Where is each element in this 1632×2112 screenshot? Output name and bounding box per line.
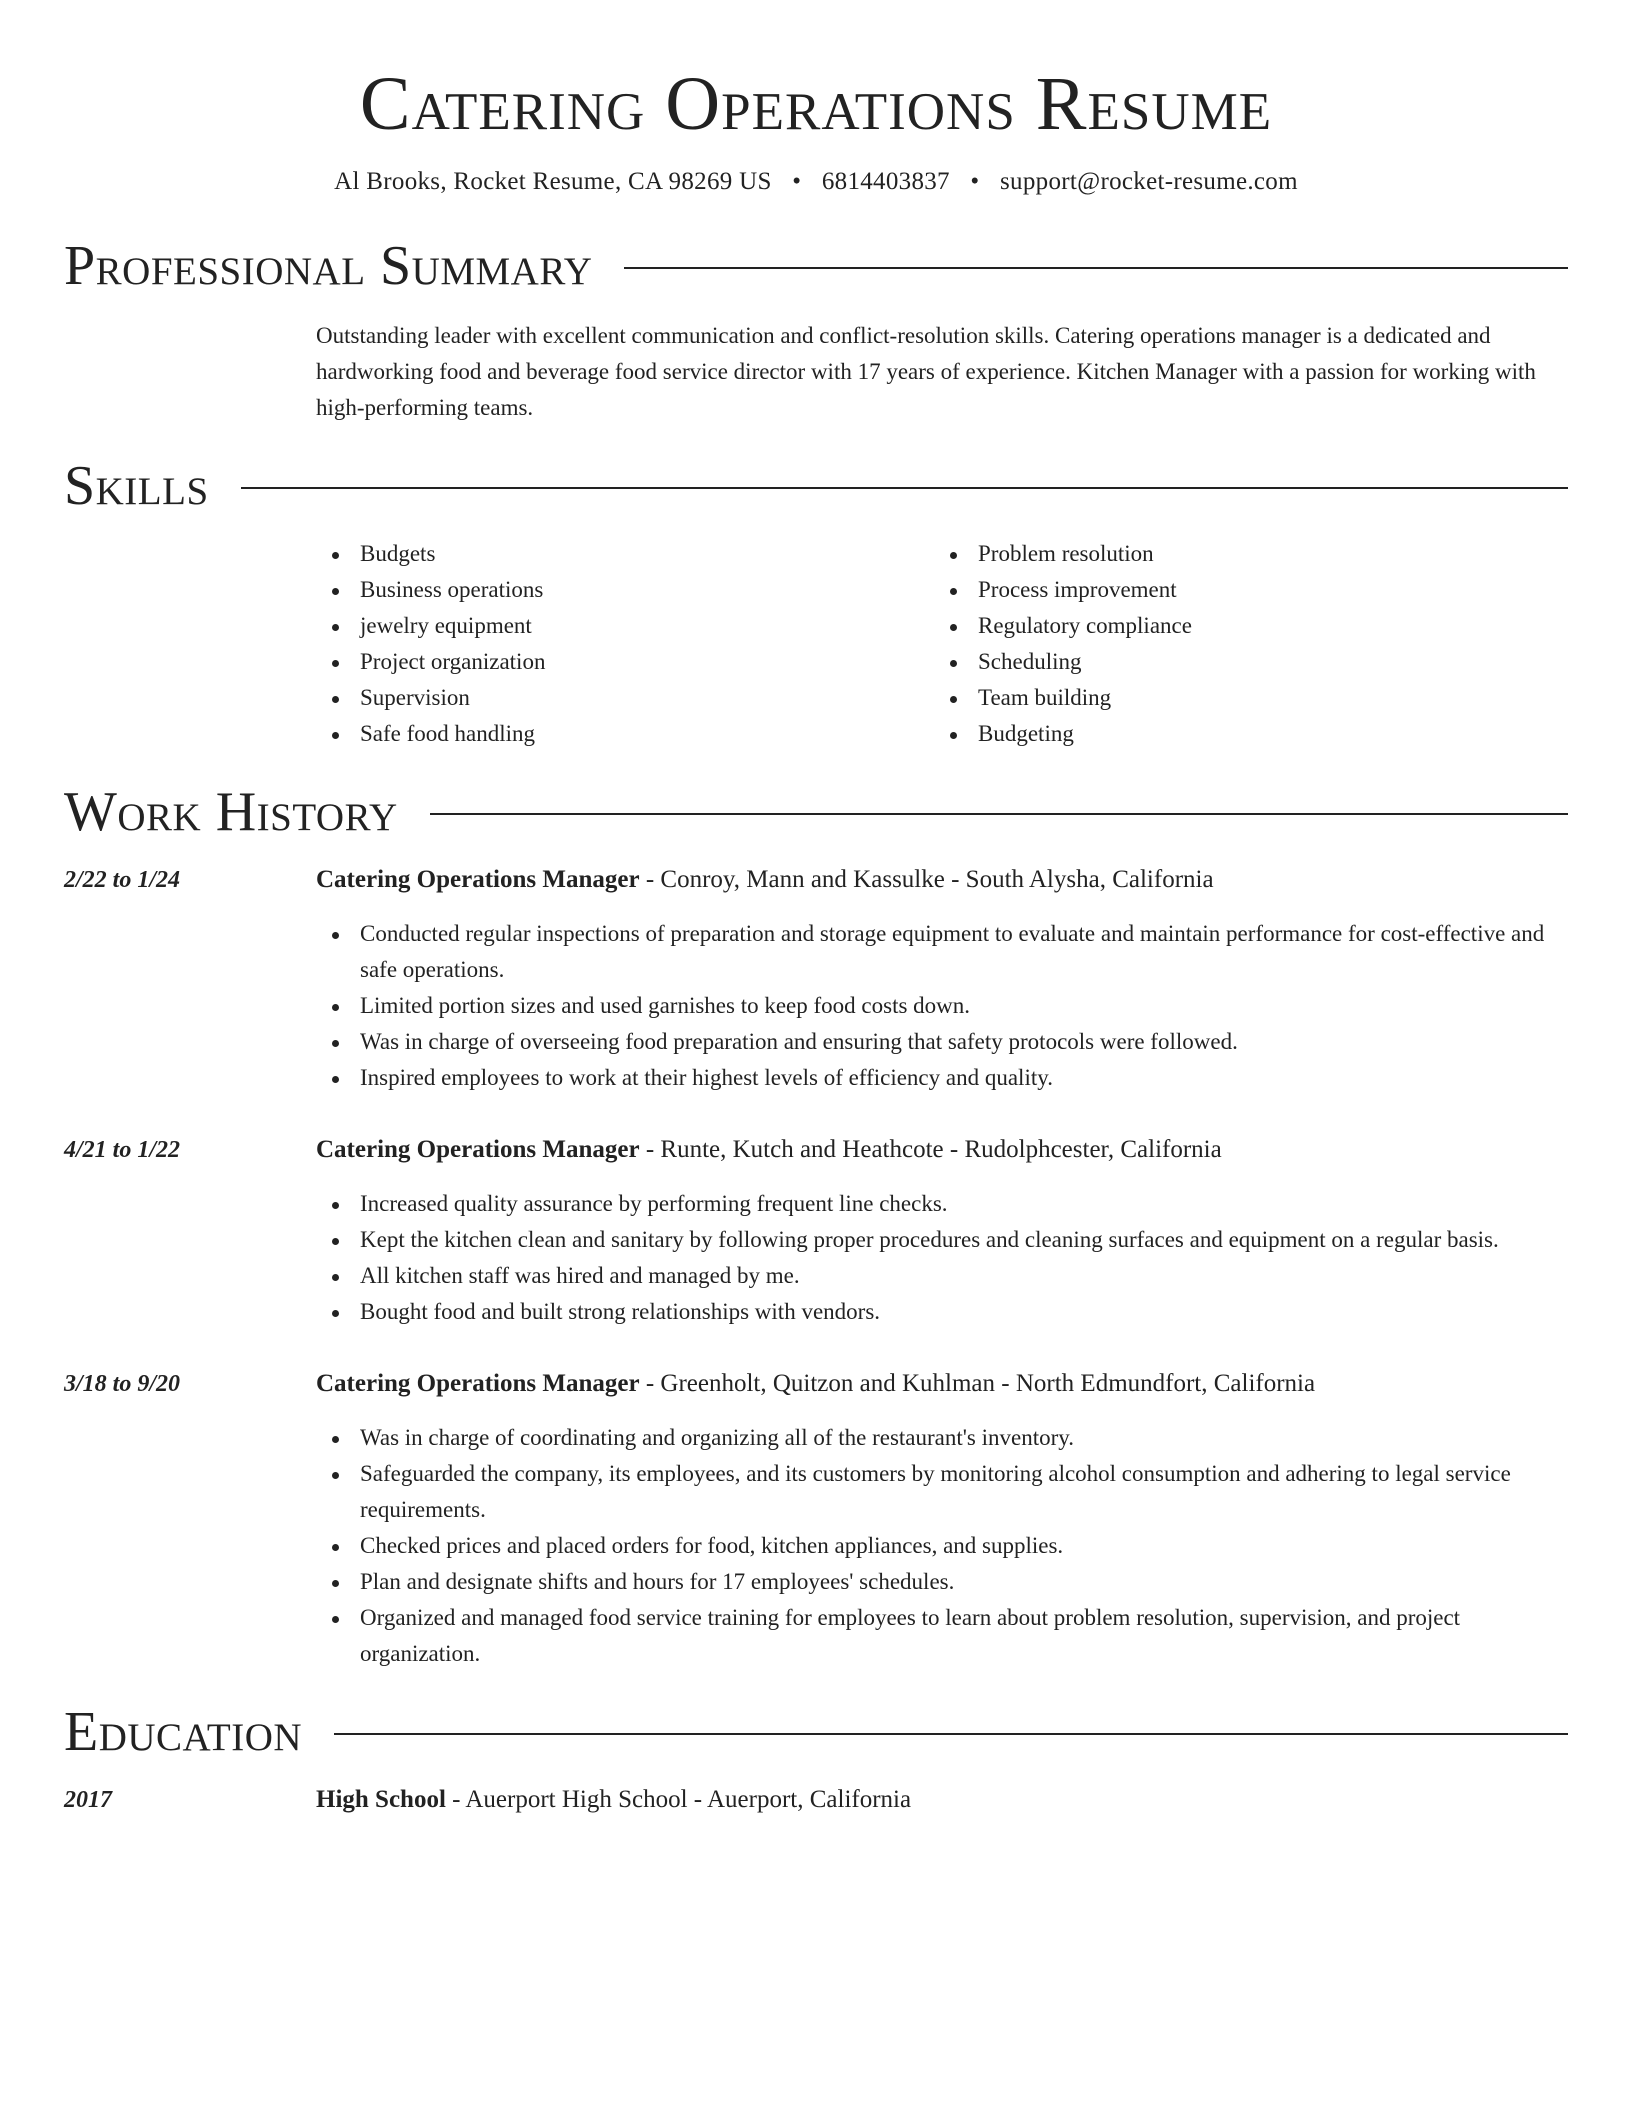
skill-item: Problem resolution bbox=[934, 536, 1552, 572]
job-bullet: Organized and managed food service training for employees to learn about problem resolution, supervision, and project organization. bbox=[316, 1600, 1568, 1672]
job-bullet: Conducted regular inspections of preparation and storage equipment to evaluate and maintain performance for cost-effective and safe operations. bbox=[316, 916, 1568, 988]
contact-line bbox=[64, 168, 1568, 196]
job-title: Catering Operations Manager bbox=[316, 1370, 640, 1397]
job-bullet: All kitchen staff was hired and managed by me. bbox=[316, 1258, 1568, 1294]
education-heading: Education bbox=[64, 1701, 303, 1763]
job-bullet: Was in charge of overseeing food preparation and ensuring that safety protocols were followed. bbox=[316, 1024, 1568, 1060]
contact-email: support@rocket-resume.com bbox=[1000, 168, 1298, 195]
job-title: Catering Operations Manager bbox=[316, 866, 640, 893]
skill-item: Scheduling bbox=[934, 644, 1552, 680]
skill-item: Project organization bbox=[316, 644, 934, 680]
job-bullet: Increased quality assurance by performing frequent line checks. bbox=[316, 1186, 1568, 1222]
bullet-separator: • bbox=[970, 168, 980, 195]
section-divider bbox=[430, 813, 1568, 815]
skill-item: jewelry equipment bbox=[316, 608, 934, 644]
job-employer: - Conroy, Mann and Kassulke - South Alysha, California bbox=[639, 866, 1214, 893]
job-bullets bbox=[316, 916, 1568, 1096]
skill-item: Supervision bbox=[316, 680, 934, 716]
skills-section-header bbox=[64, 456, 1568, 516]
job-content bbox=[316, 862, 1568, 1096]
job-dates: 2/22 to 1/24 bbox=[64, 867, 181, 893]
job-bullet: Inspired employees to work at their highest levels of efficiency and quality. bbox=[316, 1060, 1568, 1096]
job-bullet: Limited portion sizes and used garnishes to keep food costs down. bbox=[316, 988, 1568, 1024]
job-dates: 3/18 to 9/20 bbox=[64, 1371, 181, 1397]
job-bullets bbox=[316, 1420, 1568, 1672]
summary-section-header bbox=[64, 236, 1568, 296]
work-section-header bbox=[64, 782, 1568, 842]
section-divider bbox=[241, 487, 1568, 489]
job-content bbox=[316, 1366, 1568, 1672]
job-bullet: Safeguarded the company, its employees, and its customers by monitoring alcohol consumption and adhering to legal service requirements. bbox=[316, 1456, 1568, 1528]
job-employer: - Runte, Kutch and Heathcote - Rudolphcester, California bbox=[639, 1136, 1222, 1163]
job-bullet: Bought food and built strong relationships with vendors. bbox=[316, 1294, 1568, 1330]
job-bullet: Kept the kitchen clean and sanitary by following proper procedures and cleaning surfaces and equipment on a regular basis. bbox=[316, 1222, 1568, 1258]
skill-item: Process improvement bbox=[934, 572, 1552, 608]
education-heading-line bbox=[316, 1782, 1568, 1818]
job-heading bbox=[316, 1366, 1568, 1402]
skill-item: Team building bbox=[934, 680, 1552, 716]
summary-text: Outstanding leader with excellent communication and conflict-resolution skills. Catering operations manager is a dedicated and hardworking food and beverage food service director with 17 years of experience. Kitchen Manager with a passion for working with high-performing teams. bbox=[316, 323, 1536, 420]
education-section-header bbox=[64, 1702, 1568, 1762]
job-heading bbox=[316, 862, 1568, 898]
skill-item: Regulatory compliance bbox=[934, 608, 1552, 644]
job-entry bbox=[64, 1132, 1568, 1330]
job-title: Catering Operations Manager bbox=[316, 1136, 640, 1163]
education-degree: High School bbox=[316, 1786, 446, 1813]
job-bullet: Was in charge of coordinating and organizing all of the restaurant's inventory. bbox=[316, 1420, 1568, 1456]
skills-list bbox=[316, 536, 1568, 752]
contact-address: Al Brooks, Rocket Resume, CA 98269 US bbox=[334, 168, 772, 195]
resume-title: Catering Operations Resume bbox=[359, 62, 1273, 146]
job-bullets bbox=[316, 1186, 1568, 1330]
education-entry bbox=[64, 1782, 1568, 1818]
job-heading bbox=[316, 1132, 1568, 1168]
work-heading: Work History bbox=[64, 781, 398, 843]
skill-item: Budgeting bbox=[934, 716, 1552, 752]
summary-heading: Professional Summary bbox=[64, 235, 593, 297]
job-dates: 4/21 to 1/22 bbox=[64, 1137, 181, 1163]
skill-item: Safe food handling bbox=[316, 716, 934, 752]
contact-phone: 6814403837 bbox=[821, 168, 950, 195]
education-dates: 2017 bbox=[64, 1787, 112, 1813]
bullet-separator: • bbox=[792, 168, 802, 195]
section-divider bbox=[624, 267, 1568, 269]
job-entry bbox=[64, 1366, 1568, 1672]
job-content bbox=[316, 1132, 1568, 1330]
job-bullet: Plan and designate shifts and hours for 17 employees' schedules. bbox=[316, 1564, 1568, 1600]
skill-item: Business operations bbox=[316, 572, 934, 608]
job-entry bbox=[64, 862, 1568, 1096]
job-employer: - Greenholt, Quitzon and Kuhlman - North Edmundfort, California bbox=[639, 1370, 1316, 1397]
skills-column-right bbox=[934, 536, 1552, 752]
skills-column-left bbox=[316, 536, 934, 752]
skill-item: Budgets bbox=[316, 536, 934, 572]
job-bullet: Checked prices and placed orders for food, kitchen appliances, and supplies. bbox=[316, 1528, 1568, 1564]
section-divider bbox=[334, 1733, 1568, 1735]
skills-heading: Skills bbox=[64, 455, 209, 517]
education-content bbox=[316, 1782, 1568, 1818]
education-school: - Auerport High School - Auerport, California bbox=[445, 1786, 912, 1813]
